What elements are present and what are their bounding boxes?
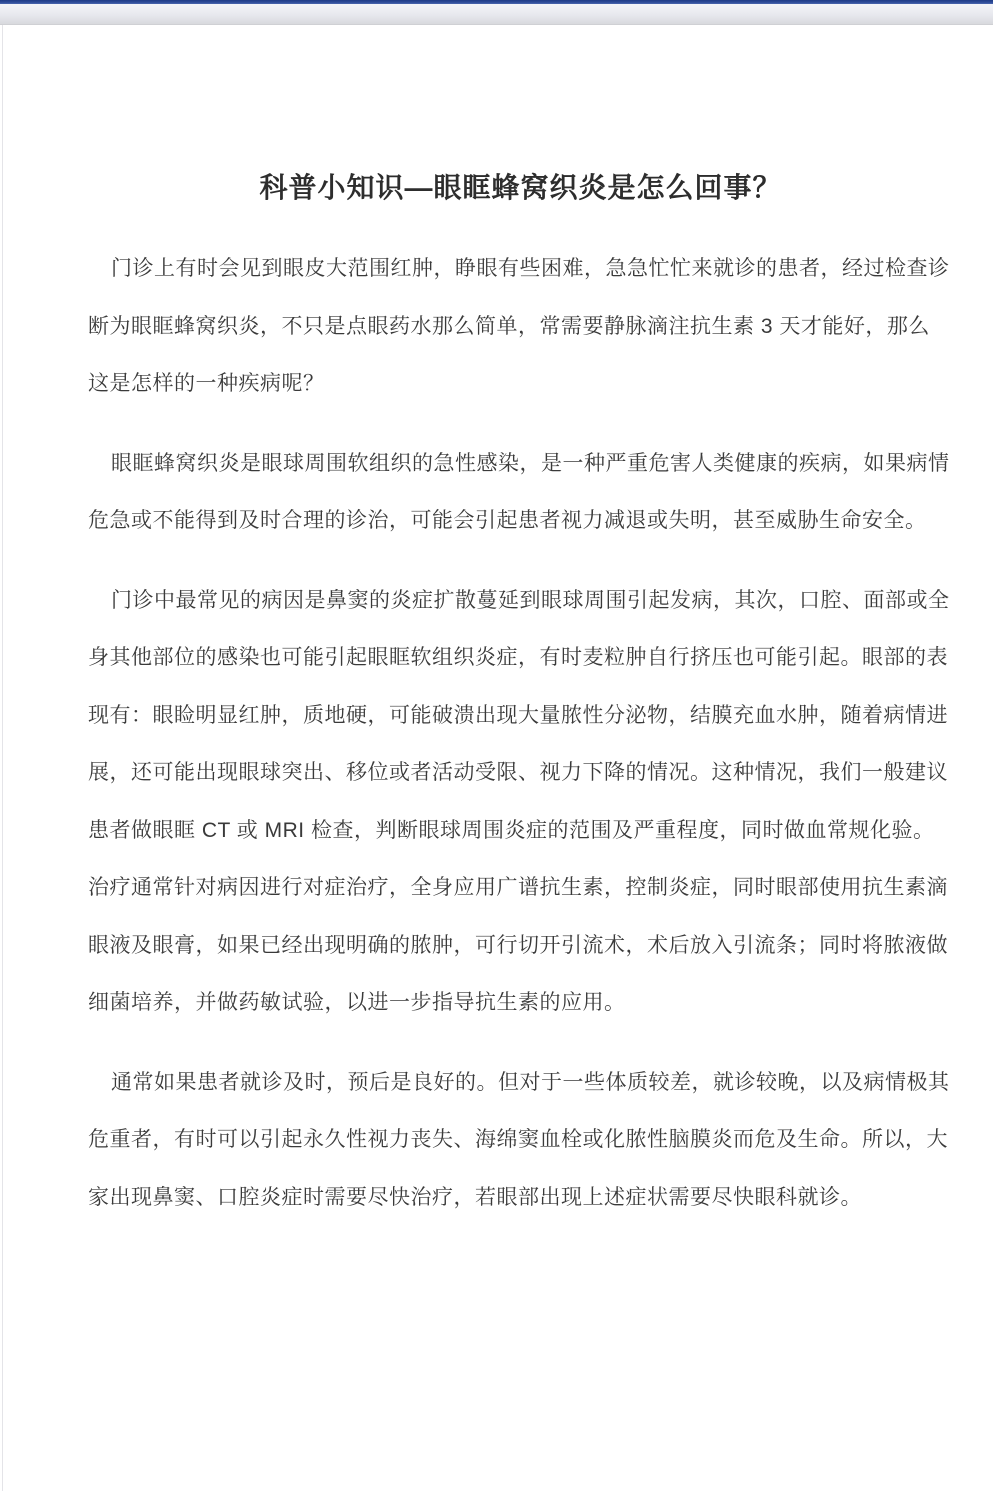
paragraph-definition [88, 435, 953, 550]
text-line: 家出现鼻窦、口腔炎症时需要尽快治疗，若眼部出现上述症状需要尽快眼科就诊。 [88, 1185, 862, 1209]
paragraph-causes-treatment [88, 572, 953, 1032]
paragraph-intro [88, 240, 953, 413]
article-title: 科普小知识—眼眶蜂窝织炎是怎么回事？ [259, 172, 782, 203]
text-line: 患者做眼眶 CT 或 MRI 检查，判断眼球周围炎症的范围及严重程度，同时做血常规化验。 [88, 818, 935, 842]
text-line: 断为眼眶蜂窝织炎，不只是点眼药水那么简单，常需要静脉滴注抗生素 3 天才能好，那么 [88, 314, 930, 338]
text-line: 眼眶蜂窝织炎是眼球周围软组织的急性感染，是一种严重危害人类健康的疾病，如果病情 [111, 451, 950, 475]
text-line: 通常如果患者就诊及时，预后是良好的。但对于一些体质较差，就诊较晚，以及病情极其 [111, 1070, 950, 1094]
text-line: 这是怎样的一种疾病呢？ [88, 372, 325, 395]
article-body [0, 171, 993, 1226]
text-line: 细菌培养，并做药敏试验，以进一步指导抗生素的应用。 [88, 991, 626, 1014]
text-line: 眼液及眼膏，如果已经出现明确的脓肿，可行切开引流术，术后放入引流条；同时将脓液做 [88, 933, 948, 957]
text-line: 门诊中最常见的病因是鼻窦的炎症扩散蔓延到眼球周围引起发病，其次，口腔、面部或全 [111, 588, 950, 612]
text-line: 现有：眼睑明显红肿，质地硬，可能破溃出现大量脓性分泌物，结膜充血水肿，随着病情进 [88, 703, 948, 727]
toolbar-strip [0, 4, 993, 25]
text-line: 危重者，有时可以引起永久性视力丧失、海绵窦血栓或化脓性脑膜炎而危及生命。所以，大 [88, 1128, 948, 1151]
text-line: 危急或不能得到及时合理的诊治，可能会引起患者视力减退或失明，甚至威胁生命安全。 [88, 509, 927, 532]
paragraph-prognosis [88, 1054, 953, 1227]
text-line: 门诊上有时会见到眼皮大范围红肿，睁眼有些困难，急急忙忙来就诊的患者，经过检查诊 [111, 257, 950, 280]
text-line: 治疗通常针对病因进行对症治疗，全身应用广谱抗生素，控制炎症，同时眼部使用抗生素滴 [88, 876, 948, 899]
text-line: 身其他部位的感染也可能引起眼眶软组织炎症，有时麦粒肿自行挤压也可能引起。眼部的表 [88, 646, 948, 669]
text-line: 展，还可能出现眼球突出、移位或者活动受限、视力下降的情况。这种情况，我们一般建议 [88, 761, 948, 784]
